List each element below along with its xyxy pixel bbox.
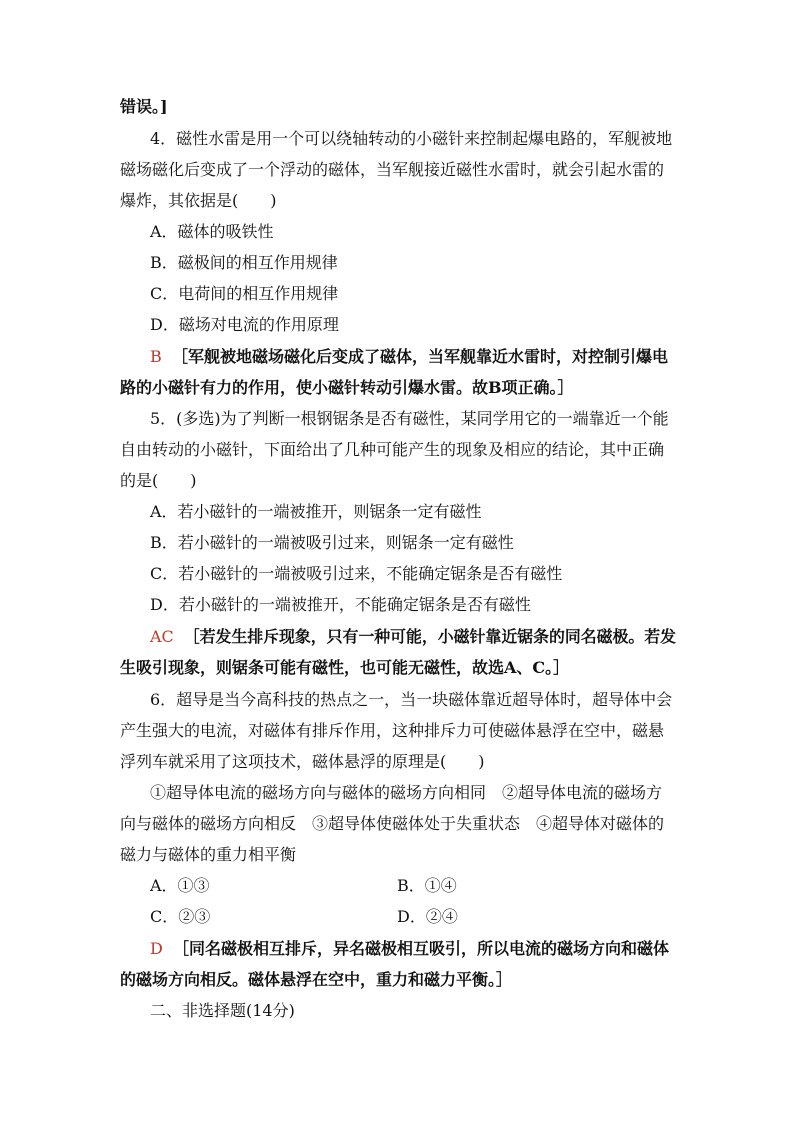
q3-explanation-end: 错误。]	[120, 97, 168, 116]
q6-option-a: A．①③	[150, 876, 210, 895]
q6-statements-line1: ①超导体电流的磁场方向与磁体的磁场方向相同 ②超导体电流的磁场方	[150, 783, 663, 802]
q6-answer-line	[150, 938, 669, 960]
q6-explanation: ［同名磁极相互排斥，异名磁极相互吸引，所以电流的磁场方向和磁体	[173, 939, 670, 958]
q5-explanation-line2: 生吸引现象，则锯条可能有磁性，也可能无磁性，故选A、C。］	[120, 658, 570, 677]
q4-explanation-line2: 路的小磁针有力的作用，使小磁针转动引爆水雷。故B项正确。］	[120, 378, 574, 397]
q6-statements-line2: 向与磁体的磁场方向相反 ③超导体使磁体处于失重状态 ④超导体对磁体的	[120, 814, 665, 833]
q6-stem-line1: 6．超导是当今高科技的热点之一，当一块磁体靠近超导体时，超导体中会	[150, 690, 673, 709]
section-heading-non-choice: 二、非选择题(14分)	[150, 1001, 295, 1020]
q6-option-b: B．①④	[397, 876, 457, 895]
q4-explanation: ［军舰被地磁场磁化后变成了磁体，当军舰靠近水雷时，对控制引爆电	[171, 347, 668, 366]
q6-statements-line3: 磁力与磁体的重力相平衡	[120, 845, 297, 864]
q6-stem-line2: 产生强大的电流，对磁体有排斥作用，这种排斥力可使磁体悬浮在空中，磁悬	[120, 721, 665, 740]
q5-option-d: D．若小磁针的一端被推开，不能确定锯条是否有磁性	[150, 595, 531, 614]
q6-explanation-line2: 的磁场方向相反。磁体悬浮在空中，重力和磁力平衡。］	[120, 970, 513, 989]
q5-stem-line2: 自由转动的小磁针，下面给出了几种可能产生的现象及相应的结论，其中正确	[120, 440, 665, 459]
q4-option-a: A．磁体的吸铁性	[150, 222, 274, 241]
q5-option-a: A．若小磁针的一端被推开，则锯条一定有磁性	[150, 502, 482, 521]
q6-stem-line3: 浮列车就采用了这项技术，磁体悬浮的原理是( )	[120, 752, 485, 771]
q4-option-b: B．磁极间的相互作用规律	[150, 253, 338, 272]
q4-stem-line3: 爆炸，其依据是( )	[120, 191, 277, 210]
q5-explanation: ［若发生排斥现象，只有一种可能，小磁针靠近锯条的同名磁极。若发	[183, 627, 677, 646]
q5-answer: AC	[150, 627, 174, 646]
q5-option-b: B．若小磁针的一端被吸引过来，则锯条一定有磁性	[150, 533, 514, 552]
q6-option-c: C．②③	[150, 907, 211, 926]
q5-stem-line3: 的是( )	[120, 471, 197, 490]
q4-option-c: C．电荷间的相互作用规律	[150, 284, 339, 303]
q6-answer: D	[150, 939, 163, 958]
q5-answer-line	[150, 626, 676, 648]
q4-answer: B	[150, 347, 162, 366]
q4-option-d: D．磁场对电流的作用原理	[150, 315, 339, 334]
q4-answer-line	[150, 346, 668, 368]
q6-option-d: D．②④	[397, 907, 458, 926]
q5-stem-line1: 5．(多选)为了判断一根钢锯条是否有磁性，某同学用它的一端靠近一个能	[150, 409, 669, 428]
q5-option-c: C．若小磁针的一端被吸引过来，不能确定锯条是否有磁性	[150, 564, 563, 583]
q4-stem-line1: 4．磁性水雷是用一个可以绕轴转动的小磁针来控制起爆电路的，军舰被地	[150, 129, 673, 148]
q4-stem-line2: 磁场磁化后变成了一个浮动的磁体，当军舰接近磁性水雷时，就会引起水雷的	[120, 160, 665, 179]
